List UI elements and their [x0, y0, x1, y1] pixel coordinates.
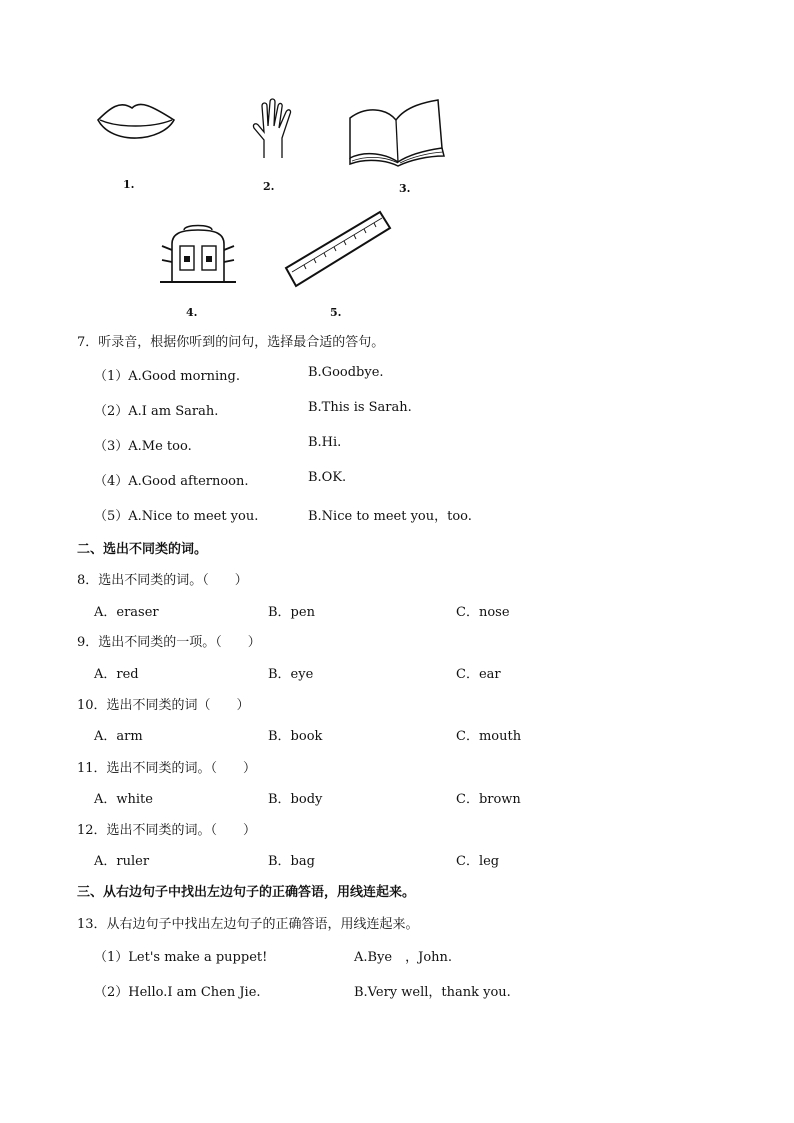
q7-option-a-1: （1）A.Good morning.	[94, 369, 241, 384]
q7-option-b-1: B.Goodbye.	[308, 365, 384, 380]
q10-choice-b: B．book	[268, 729, 323, 744]
q10-choice-a: A．arm	[94, 729, 143, 744]
picture-label-1: 1.	[123, 178, 135, 191]
question-7-title: 7．听录音，根据你听到的问句，选择最合适的答句。	[77, 335, 385, 350]
section-3-heading: 三、从右边句子中找出左边句子的正确答语，用线连起来。	[77, 885, 416, 900]
q7-option-b-2: B.This is Sarah.	[308, 400, 412, 415]
q12-choice-a: A．ruler	[94, 854, 150, 869]
ruler-icon	[284, 210, 394, 290]
picture-label-4: 4.	[186, 306, 198, 319]
question-13-title: 13．从右边句子中找出左边句子的正确答语，用线连起来。	[77, 917, 419, 932]
q7-option-b-3: B.Hi.	[308, 435, 342, 450]
q7-option-a-3: （3）A.Me too.	[94, 439, 192, 454]
q7-option-a-4: （4）A.Good afternoon.	[94, 474, 249, 489]
q8-choice-a: A．eraser	[94, 605, 159, 620]
q11-choice-b: B．body	[268, 792, 323, 807]
q12-choice-b: B．bag	[268, 854, 315, 869]
q13-left-1: （1）Let's make a puppet!	[94, 950, 268, 965]
lips-icon	[96, 98, 176, 148]
q9-choice-c: C．ear	[456, 667, 501, 682]
schoolbag-icon	[158, 226, 238, 286]
question-9: 9．选出不同类的一项。（ ）	[77, 635, 261, 650]
q8-choice-b: B．pen	[268, 605, 315, 620]
book-icon	[346, 98, 446, 168]
q13-right-a: A.Bye ，John.	[354, 950, 453, 965]
q7-option-a-5: （5）A.Nice to meet you.	[94, 509, 259, 524]
q11-choice-a: A．white	[94, 792, 153, 807]
q13-right-b: B.Very well，thank you.	[354, 985, 511, 1000]
q7-option-b-4: B.OK.	[308, 470, 347, 485]
question-8: 8．选出不同类的词。（ ）	[77, 573, 248, 588]
picture-label-3: 3.	[399, 182, 411, 195]
q8-choice-c: C．nose	[456, 605, 510, 620]
q11-choice-c: C．brown	[456, 792, 521, 807]
picture-label-5: 5.	[330, 306, 342, 319]
picture-label-2: 2.	[263, 180, 275, 193]
hand-icon	[250, 100, 298, 160]
question-12: 12．选出不同类的词。（ ）	[77, 823, 257, 838]
q13-left-2: （2）Hello.I am Chen Jie.	[94, 985, 261, 1000]
q12-choice-c: C．leg	[456, 854, 500, 869]
q9-choice-a: A．red	[94, 667, 139, 682]
section-2-heading: 二、选出不同类的词。	[77, 542, 208, 557]
question-11: 11．选出不同类的词。（ ）	[77, 761, 257, 776]
q7-option-b-5: B.Nice to meet you，too.	[308, 509, 472, 524]
question-10: 10．选出不同类的词（ ）	[77, 698, 250, 713]
q7-option-a-2: （2）A.I am Sarah.	[94, 404, 219, 419]
q9-choice-b: B．eye	[268, 667, 314, 682]
q10-choice-c: C．mouth	[456, 729, 522, 744]
